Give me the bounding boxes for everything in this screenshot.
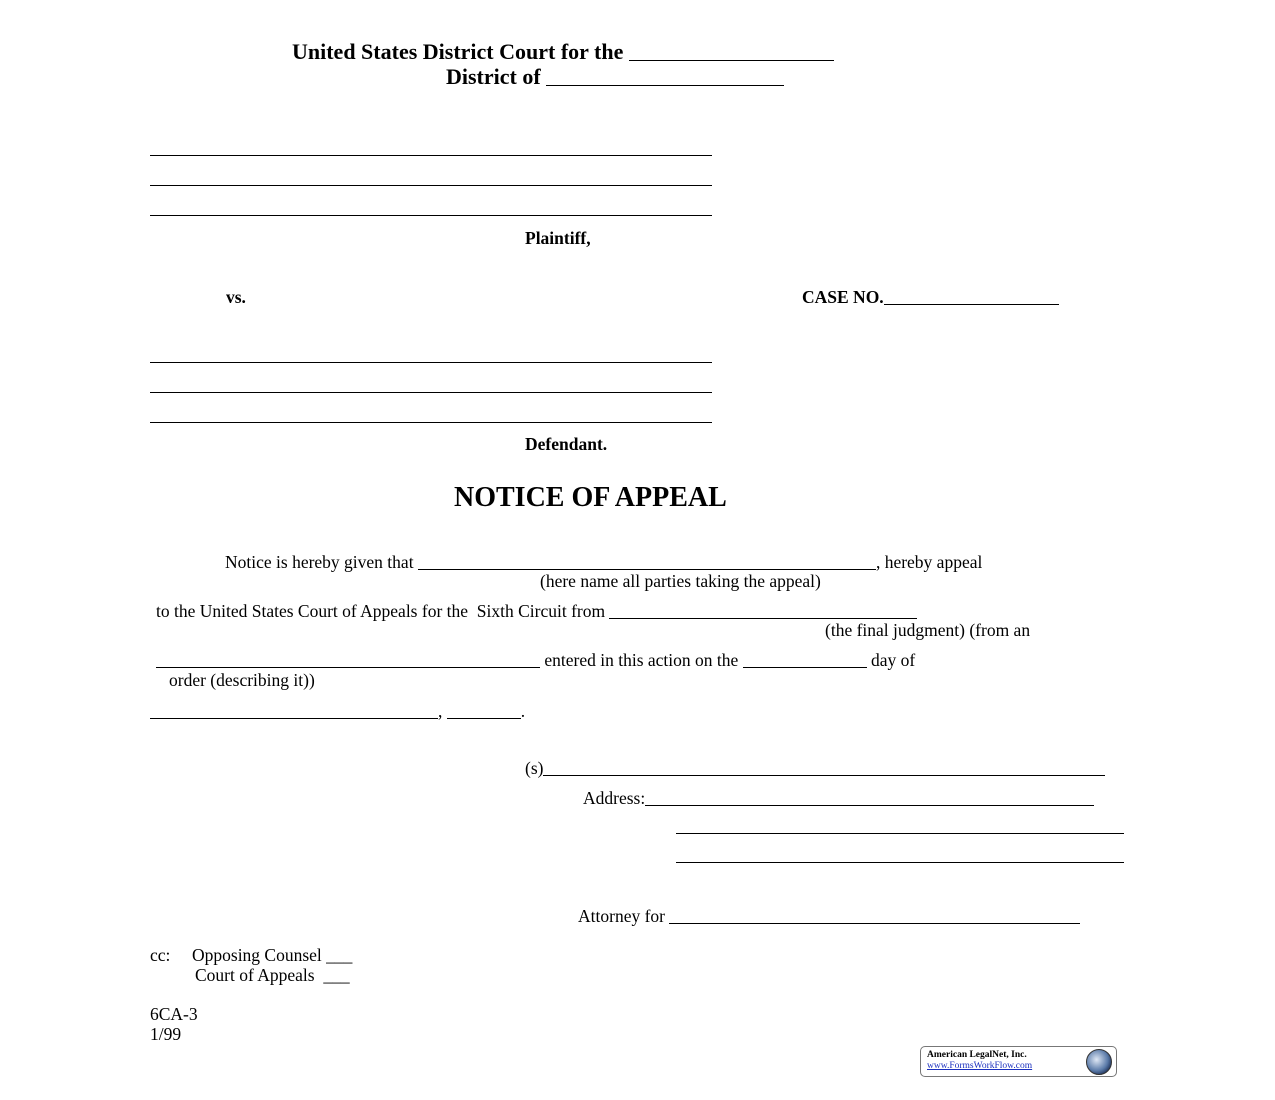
signature-blank[interactable] [543,774,1105,776]
district-line [446,63,784,91]
american-legalnet-logo[interactable] [920,1046,1117,1077]
date-line [150,699,525,723]
signature-line [525,756,1105,780]
day-of-text: day of [871,650,916,670]
plaintiff-line-3[interactable] [150,215,712,216]
notice-suffix: , hereby appeal [875,552,983,572]
case-no-line [802,285,1059,309]
cc-opposing-counsel: Opposing Counsel ___ [192,945,353,965]
address-label: Address: [583,788,646,808]
year-separator: , [438,701,443,721]
cc-court-of-appeals: Court of Appeals ___ [195,965,350,985]
judgment-hint: (the final judgment) (from an [825,620,1031,640]
period: . [520,701,526,721]
case-no-label: CASE NO. [802,287,884,307]
court-header-line [292,38,834,66]
notice-prefix: Notice is hereby given that [225,552,414,572]
defendant-line-3[interactable] [150,422,712,423]
vs-label: vs. [226,287,246,307]
attorney-for-label: Attorney for [578,906,665,926]
month-blank[interactable] [150,717,438,719]
plaintiff-label: Plaintiff, [525,228,591,248]
attorney-for-blank[interactable] [669,922,1080,924]
form-revision: 1/99 [150,1024,182,1044]
logo-url-link[interactable]: www.FormsWorkFlow.com [927,1061,1033,1071]
address-blank-3[interactable] [676,862,1124,863]
court-label: United States District Court for the [292,39,624,64]
cc-prefix: cc: [150,945,171,965]
plaintiff-line-1[interactable] [150,155,712,156]
court-of-appeals-text: to the United States Court of Appeals for the Sixth Circuit from [156,601,606,621]
globe-icon [1086,1049,1112,1075]
parties-hint: (here name all parties taking the appeal) [540,571,821,591]
district-label: District of [446,64,541,89]
address-blank-2[interactable] [676,833,1124,834]
day-blank[interactable] [743,666,867,668]
defendant-label: Defendant. [525,434,608,454]
document-title: NOTICE OF APPEAL [454,482,727,513]
logo-company: American LegalNet, Inc. [927,1050,1027,1060]
address-blank-1[interactable] [645,804,1094,806]
year-blank[interactable] [447,717,521,719]
attorney-for-line [578,904,1080,928]
case-no-blank[interactable] [884,303,1059,305]
entered-text: entered in this action on the [544,650,739,670]
plaintiff-line-2[interactable] [150,185,712,186]
defendant-line-1[interactable] [150,362,712,363]
address-line [583,786,1094,810]
signed-label: (s) [525,758,544,778]
district-blank[interactable] [546,84,784,86]
defendant-line-2[interactable] [150,392,712,393]
court-blank[interactable] [629,59,834,61]
order-hint: order (describing it)) [169,670,315,690]
court-of-appeals-line [156,599,917,623]
form-number: 6CA-3 [150,1004,198,1024]
